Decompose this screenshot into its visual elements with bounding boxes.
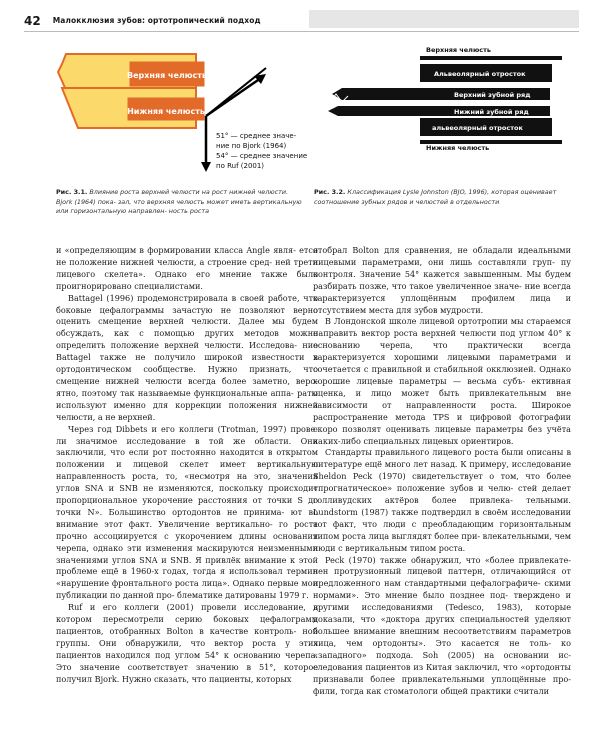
figure-3-2-caption-label: Рис. 3.2. [314, 188, 346, 196]
figure-3-1-note-2: ние по Bjork (1964) [216, 142, 287, 150]
figure-3-2 [314, 44, 570, 152]
figure-3-1-caption [56, 188, 306, 217]
figure-3-1-note-1: 51° — среднее значе- [216, 132, 297, 140]
page-number: 42 [24, 13, 41, 28]
right-column [313, 245, 571, 697]
fig2-label-alveolar-lower: альвеолярный отросток [432, 124, 523, 132]
upper-jaw-label: Верхняя челюсть [127, 71, 207, 80]
figure-3-1-note-4: по Ruf (2001) [216, 162, 265, 170]
fig2-label-lower-dentition: Нижний зубной ряд [454, 108, 529, 116]
running-header [24, 10, 579, 32]
header-gray-bar [309, 10, 579, 28]
figure-3-1-caption-text: Влияние роста верхней челюсти на рост нижней челюсти. Bjork (1964) пока- зал, что верхняя челюсть может иметь вертикальную или горизонтальную направлен- ность роста [56, 188, 302, 215]
figure-3-2-caption-text: Классификация Lysle Johnston (BJO, 1996), которая оценивает соотношение зубных рядов и челюстей в отдельности [314, 188, 557, 206]
lower-jaw-label: Нижняя челюсть [127, 107, 205, 116]
left-paragraph-1: и «определяющим в формировании класса Angle явля- ется не положение нижней челюсти, а строение сред- ней трети лицевого скелета». Однако его мнение также было проигнорировано специалистами. [56, 245, 318, 291]
vertical-arrowhead [201, 162, 211, 172]
left-column [56, 245, 318, 686]
right-paragraph-4: Peck (1970) также обнаружил, что «более привлекате- лен протрузионный лицевой паттерн, отличающийся от предложенного нам стандартными цефалографиче- скими нормами». Это мнение было позднее под- тверждено и другими исследованиями (Tedesco, 1983), которые доказали, что «доктора других специальностей уделяют большее внимание внешним несоответствиям параметров лица, чем ортодонты». Это касается не толь- ко «западного» подхода. Soh (2005) на основании ис- следования пациентов из Китая заключил, что «ортодонты признавали более привлекательными уплощённые про- фили, тогда как стоматологи общей практики считали [313, 554, 571, 696]
left-paragraph-3: Через год Dibbets и его коллеги (Trotman, 1997) прове- ли значимое исследование в той же области. Они заключили, что если рот постоянно находится в открытом положении и лицевой скелет имеет вертикальную направленность роста, то, «несмотря на это, значения углов SNA и SNB не изменяются, поскольку происходит пропорциональное укорочение расстояния от точки S до точки N». Большинство ортодонтов не принима- ют во внимание этот факт. Увеличение вертикально- го роста прочно ассоциируется с укорочением длины основания черепа, однако эти изменения маскируются неизменными значениями углов SNA и SNB. Я привлёк внимание к этой проблеме ещё в 1960-х годах, тогда я использовал термин «нарушение фронтального роста лица». Однако первые мои публикации по данной про- блематике датированы 1979 г. [56, 423, 318, 601]
right-paragraph-3: Стандарты правильного лицевого роста были описаны в литературе ещё много лет назад. К примеру, исследование Sheldon Peck (1970) свидетельствует о том, что более «прогнатическое» положение зубов и челю- стей делает голливудских актёров более привлека- тельными. Lundstorm (1987) также подтвердил в своём исследовании тот факт, что люди с преобладающим горизонтальным типом роста лица выглядят более при- влекательными, чем люди с вертикальным типом роста. [313, 447, 571, 553]
fig2-label-alveolar-upper: Альвеолярный отросток [434, 70, 526, 78]
horizontal-vector [206, 68, 266, 116]
figure-3-1-caption-label: Рис. 3.1. [56, 188, 88, 196]
figure-3-1-note-3: 54° — среднее значение [216, 152, 308, 160]
running-title: Малокклюзия зубов: ортотропический подход [52, 16, 261, 25]
fig2-label-upper-dentition: Верхний зубной ряд [454, 91, 531, 99]
fig2-label-lower-jaw: Нижняя челюсть [426, 144, 490, 152]
right-paragraph-2: В Лондонской школе лицевой ортотропии мы стараемся направить вектор роста верхней челюсти под углом 40° к основанию черепа, что практически всегда характеризуется хорошими лицевыми параметрами и сочетается с правильной и стабильной окклюзией. Однако хорошие лицевые параметры — весьма субъ- ективная оценка, и лицо может быть привлекательным вне зависимости от направленности роста. Широкое распространение метода TPS и цифровой фотографии скоро позволят оценивать лицевые параметры без учёта каких-либо специальных лицевых ориентиров. [313, 316, 571, 446]
left-paragraph-2: Battagel (1996) продемонстрировала в своей работе, что боковые цефалограммы зачастую не позволяют верно оценить смещение верхней челюсти. Далее мы будем обсуждать, как с помощью других методов можно определить положение верхней челюсти. Исследова- ние Battagel также не получило широкой известности в ортодонтическом сообществе. Нужно признать, что смещение нижней челюсти всегда более заметно, веро- ятно, поэтому так называемые функциональные аппа- раты используют именно для коррекции положения нижней челюсти, а не верхней. [56, 292, 318, 422]
left-paragraph-4: Ruf и его коллеги (2001) провели исследование, в котором пересмотрели серию боковых цефалограмм пациентов, отобранных Bolton в качестве контроль- ной группы. Они обнаружили, что вектор роста у этих пациентов находился под углом 54° к основанию черепа. Это значение соответствует значению в 51°, которое получил Bjork. Нужно сказать, что пациенты, которых [56, 602, 318, 684]
figure-3-1-diagram [56, 44, 326, 184]
fig2-label-upper-jaw: Верхняя челюсть [426, 46, 491, 54]
figure-3-1 [56, 44, 326, 184]
right-paragraph-1: отобрал Bolton для сравнения, не обладали идеальными лицевыми параметрами, они лишь составляли груп- пу контроля. Значение 54° кажется завышенным. Мы будем разбирать позже, что такое увеличенное значе- ние всегда характеризуется уплощённым профилем лица и отсутствием места для зубов мудрости. [313, 245, 571, 315]
figure-3-2-diagram [314, 44, 570, 152]
figure-3-2-caption [314, 188, 570, 207]
